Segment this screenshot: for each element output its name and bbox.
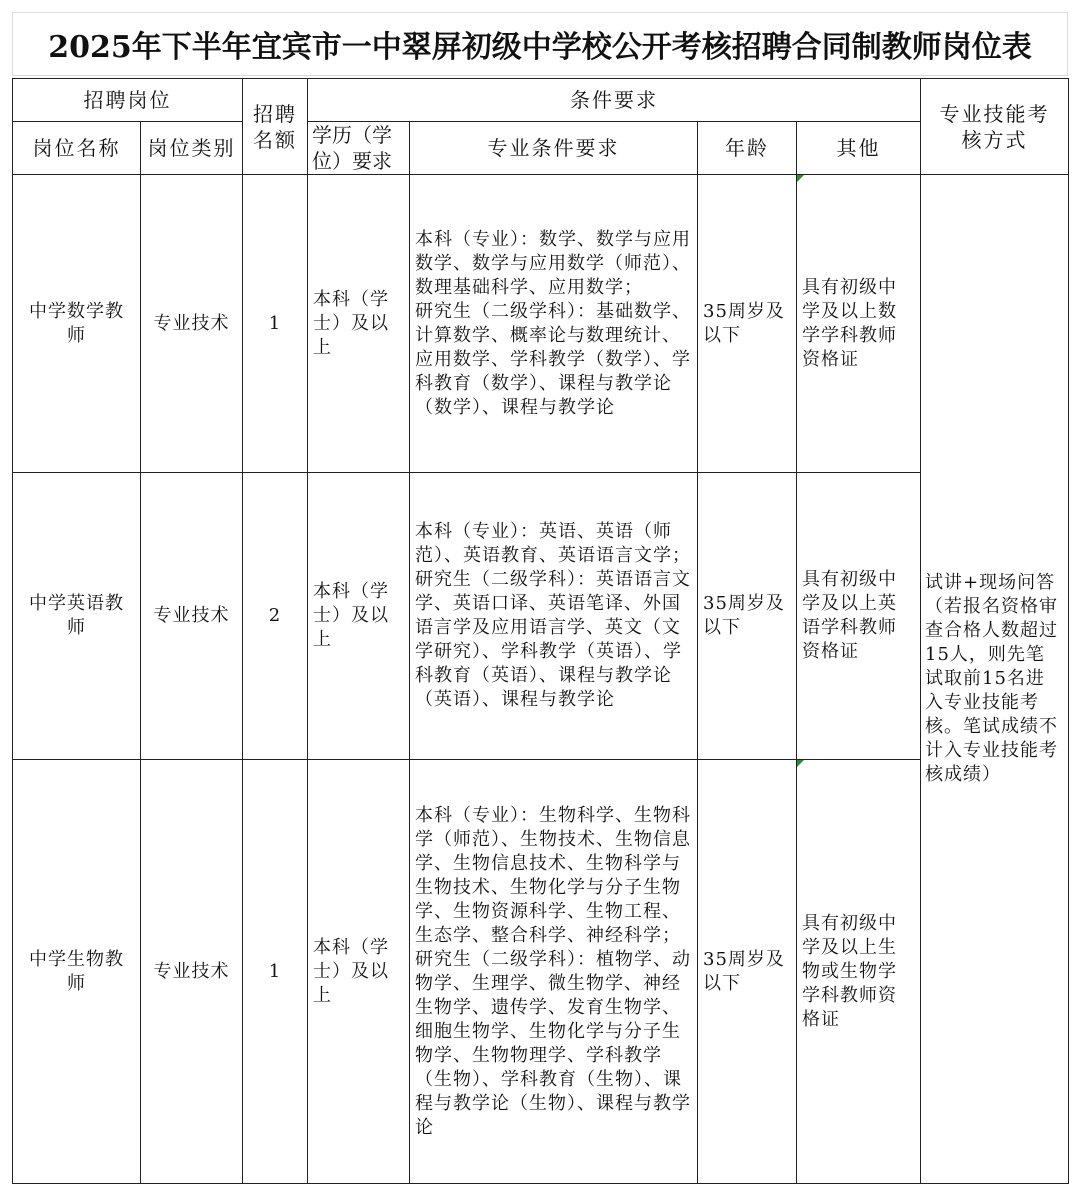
position-quota: 2 [243, 473, 308, 760]
position-name: 中学数学教师 [13, 175, 141, 473]
header-row-2 [13, 122, 1069, 175]
position-quota: 1 [243, 760, 308, 1184]
header-position-type: 岗位类别 [141, 122, 243, 175]
position-name: 中学英语教师 [13, 473, 141, 760]
age-requirement: 35周岁及以下 [698, 175, 797, 473]
education-requirement: 本科（学士）及以上 [308, 473, 410, 760]
age-requirement: 35周岁及以下 [698, 473, 797, 760]
major-requirement: 本科（专业）：英语、英语（师范）、英语教育、英语语言文学； 研究生（二级学科）：英语语言文学、英语口译、英语笔译、外国语言学及应用语言学、英文（文学研究）、学科教学（英语）、学科教育（英语）、课程与教学论（英语）、课程与教学论 [410, 473, 698, 760]
table-row [13, 473, 1069, 760]
assessment-method: 试讲+现场问答（若报名资格审查合格人数超过15人，则先笔试取前15名进入专业技能考核。笔试成绩不计入专业技能考核成绩） [921, 175, 1069, 1184]
position-name: 中学生物教师 [13, 760, 141, 1184]
other-requirement: 具有初级中学及以上数学学科教师资格证 [797, 175, 921, 473]
header-row-1 [13, 79, 1069, 122]
header-quota: 招聘名额 [243, 79, 308, 175]
position-type: 专业技术 [141, 175, 243, 473]
header-other: 其他 [797, 122, 921, 175]
major-requirement: 本科（专业）：数学、数学与应用数学、数学与应用数学（师范）、数理基础科学、应用数学； 研究生（二级学科）：基础数学、计算数学、概率论与数理统计、应用数学、学科教学（数学）、学科教育（数学）、课程与教学论（数学）、课程与教学论 [410, 175, 698, 473]
position-quota: 1 [243, 175, 308, 473]
position-type: 专业技术 [141, 473, 243, 760]
other-requirement: 具有初级中学及以上英语学科教师资格证 [797, 473, 921, 760]
table-row [13, 175, 1069, 473]
header-age: 年龄 [698, 122, 797, 175]
major-requirement: 本科（专业）：生物科学、生物科学（师范）、生物技术、生物信息学、生物信息技术、生物科学与生物技术、生物化学与分子生物学、生物资源科学、生物工程、生态学、整合科学、神经科学； 研究生（二级学科）：植物学、动物学、生理学、微生物学、神经生物学、遗传学、发育生物学、细胞生物学、生物化学与分子生物学、生物物理学、学科教学（生物）、学科教育（生物）、课程与教学论（生物）、课程与教学论 [410, 760, 698, 1184]
header-education: 学历（学位）要求 [308, 122, 410, 175]
education-requirement: 本科（学士）及以上 [308, 760, 410, 1184]
recruitment-table [12, 78, 1069, 1184]
header-position-name: 岗位名称 [13, 122, 141, 175]
page-title: 2025年下半年宜宾市一中翠屏初级中学校公开考核招聘合同制教师岗位表 [48, 30, 1032, 65]
header-group-conditions: 条件要求 [308, 79, 921, 122]
other-requirement: 具有初级中学及以上生物或生物学学科教师资格证 [797, 760, 921, 1184]
title-box [12, 12, 1068, 76]
table-row [13, 760, 1069, 1184]
header-assessment: 专业技能考核方式 [921, 79, 1069, 175]
education-requirement: 本科（学士）及以上 [308, 175, 410, 473]
age-requirement: 35周岁及以下 [698, 760, 797, 1184]
header-group-position: 招聘岗位 [13, 79, 243, 122]
header-major: 专业条件要求 [410, 122, 698, 175]
position-type: 专业技术 [141, 760, 243, 1184]
